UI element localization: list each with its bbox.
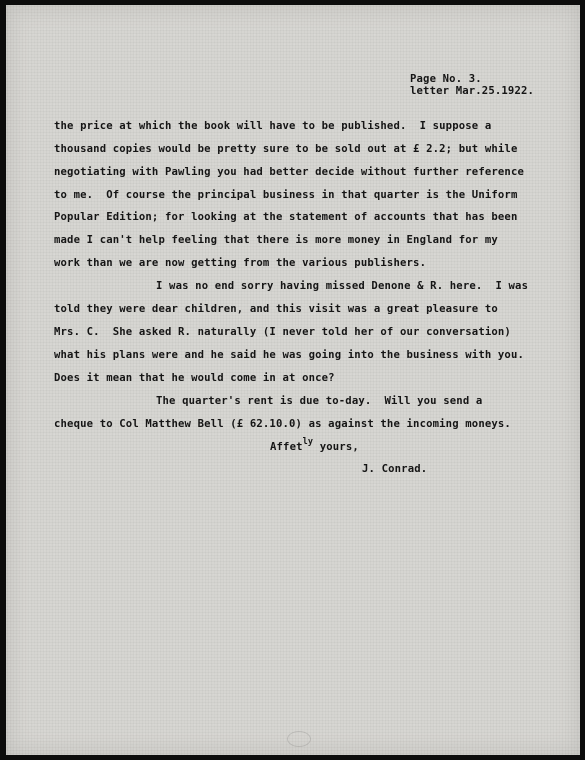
body-line: thousand copies would be pretty sure to be sold out at £ 2.2; but while	[54, 143, 518, 155]
letter-date: letter Mar.25.1922.	[410, 85, 535, 97]
closing-word: Affet	[270, 441, 303, 453]
body-line: Does it mean that he would come in at once?	[54, 372, 335, 384]
paragraph-start: I was no end sorry having missed Denone & R. here. I was	[156, 280, 529, 292]
body-line: Popular Edition; for looking at the statement of accounts that has been	[54, 211, 518, 223]
body-line: the price at which the book will have to be published. I suppose a	[54, 120, 492, 132]
body-line: Mrs. C. She asked R. naturally (I never told her of our conversation)	[54, 326, 511, 338]
letter-page	[6, 5, 580, 755]
paragraph-start: The quarter's rent is due to-day. Will you send a	[156, 395, 483, 407]
faint-stamp	[287, 731, 311, 747]
body-line: cheque to Col Matthew Bell (£ 62.10.0) as against the incoming moneys.	[54, 418, 511, 430]
body-line: told they were dear children, and this visit was a great pleasure to	[54, 303, 498, 315]
body-line: to me. Of course the principal business in that quarter is the Uniform	[54, 189, 518, 201]
body-line: negotiating with Pawling you had better decide without further reference	[54, 166, 525, 178]
page-number: Page No. 3.	[410, 73, 482, 85]
closing-superscript: ly	[302, 437, 314, 447]
closing-yours: yours,	[313, 441, 359, 453]
closing-salutation	[270, 437, 359, 453]
typewritten-text	[6, 5, 580, 755]
body-line: made I can't help feeling that there is more money in England for my	[54, 234, 498, 246]
body-line: what his plans were and he said he was going into the business with you.	[54, 349, 525, 361]
signature: J. Conrad.	[362, 463, 428, 475]
body-line: work than we are now getting from the various publishers.	[54, 257, 427, 269]
